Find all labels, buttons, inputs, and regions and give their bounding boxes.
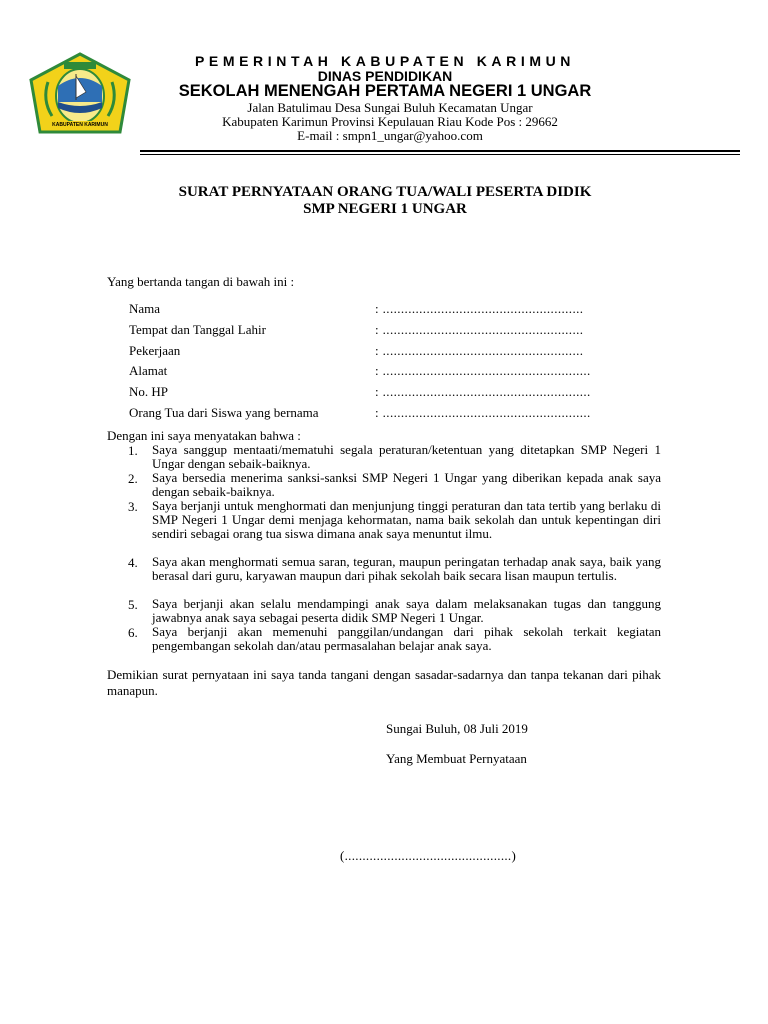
field-value-job: : ....................................................... [375, 343, 584, 358]
item-number: 1. [128, 443, 138, 458]
statement-item: Saya berjanji akan selalu mendampingi anak saya dalam melaksanakan tugas dan tanggung jawabnya anak saya sebagai peserta didik SMP Negeri 1 Ungar. [152, 596, 661, 625]
statement-item: Saya akan menghormati semua saran, teguran, maupun peringatan terhadap anak saya, baik yang berasal dari guru, karyawan maupun dari pihak sekolah baik secara lisan maupun tertulis. [152, 554, 661, 583]
address-line-2: Kabupaten Karimun Provinsi Kepulauan Riau Kode Pos : 29662 [222, 114, 558, 129]
field-label-student: Orang Tua dari Siswa yang bernama [129, 405, 319, 420]
field-label-job: Pekerjaan [129, 343, 181, 358]
statement-item: Saya berjanji akan memenuhi panggilan/undangan dari pihak sekolah terkait kegiatan pengembangan sekolah dan/atau permasalahan belajar anak saya. [152, 624, 661, 653]
statement-item: Saya berjanji untuk menghormati dan menjunjung tinggi peraturan dan tata tertib yang berlaku di SMP Negeri 1 Ungar demi menjaga kehormatan, nama baik sekolah dan untuk kepentingan diri sendiri sebagai orang tua siswa dimana anak saya menuntut ilmu. [152, 498, 661, 541]
field-label-nama: Nama [129, 301, 161, 316]
statement-item: Saya sanggup mentaati/mematuhi segala peraturan/ketentuan yang ditetapkan SMP Negeri 1 Ungar dengan sebaik-baiknya. [152, 442, 661, 471]
email-line: E-mail : smpn1_ungar@yahoo.com [297, 128, 483, 143]
item-number: 3. [128, 499, 138, 514]
regency-logo [28, 52, 132, 138]
field-value-phone: : ......................................................... [375, 384, 591, 399]
statement-item: Saya bersedia menerima sanksi-sanksi SMP Negeri 1 Ungar yang diberikan kepada anak saya dengan sebaik-baiknya. [152, 470, 661, 499]
address-line-1: Jalan Batulimau Desa Sungai Buluh Kecamatan Ungar [247, 100, 533, 115]
field-label-phone: No. HP [129, 384, 169, 399]
field-label-birth: Tempat dan Tanggal Lahir [129, 322, 266, 337]
document-title: SURAT PERNYATAAN ORANG TUA/WALI PESERTA DIDIK [178, 184, 592, 200]
item-number: 6. [128, 625, 138, 640]
signer-role: Yang Membuat Pernyataan [386, 751, 527, 766]
statement-intro: Dengan ini saya menyatakan bahwa : [107, 428, 301, 443]
closing-paragraph: Demikian surat pernyataan ini saya tanda tangani dengan sasadar-sadarnya dan tanpa tekanan dari pihak manapun. [107, 667, 661, 698]
field-value-student: : ......................................................... [375, 405, 591, 420]
item-number: 4. [128, 555, 138, 570]
government-heading: PEMERINTAH KABUPATEN KARIMUN [194, 53, 575, 69]
field-value-nama: : ....................................................... [375, 301, 584, 316]
field-value-birth: : ....................................................... [375, 322, 584, 337]
logo-caption: KABUPATEN KARIMUN [52, 122, 108, 128]
letterhead-rule-thin [140, 154, 740, 155]
item-number: 2. [128, 471, 138, 486]
place-date: Sungai Buluh, 08 Juli 2019 [386, 721, 528, 736]
department-heading: DINAS PENDIDIKAN [317, 68, 453, 84]
signature-name-line: (...............................................) [340, 848, 517, 863]
field-label-address: Alamat [129, 363, 168, 378]
item-number: 5. [128, 597, 138, 612]
document-subtitle: SMP NEGERI 1 UNGAR [303, 201, 467, 217]
field-value-address: : ......................................................... [375, 363, 591, 378]
intro-text: Yang bertanda tangan di bawah ini : [107, 274, 295, 289]
school-name: SEKOLAH MENENGAH PERTAMA NEGERI 1 UNGAR [178, 82, 592, 100]
letterhead-rule-thick [140, 150, 740, 152]
